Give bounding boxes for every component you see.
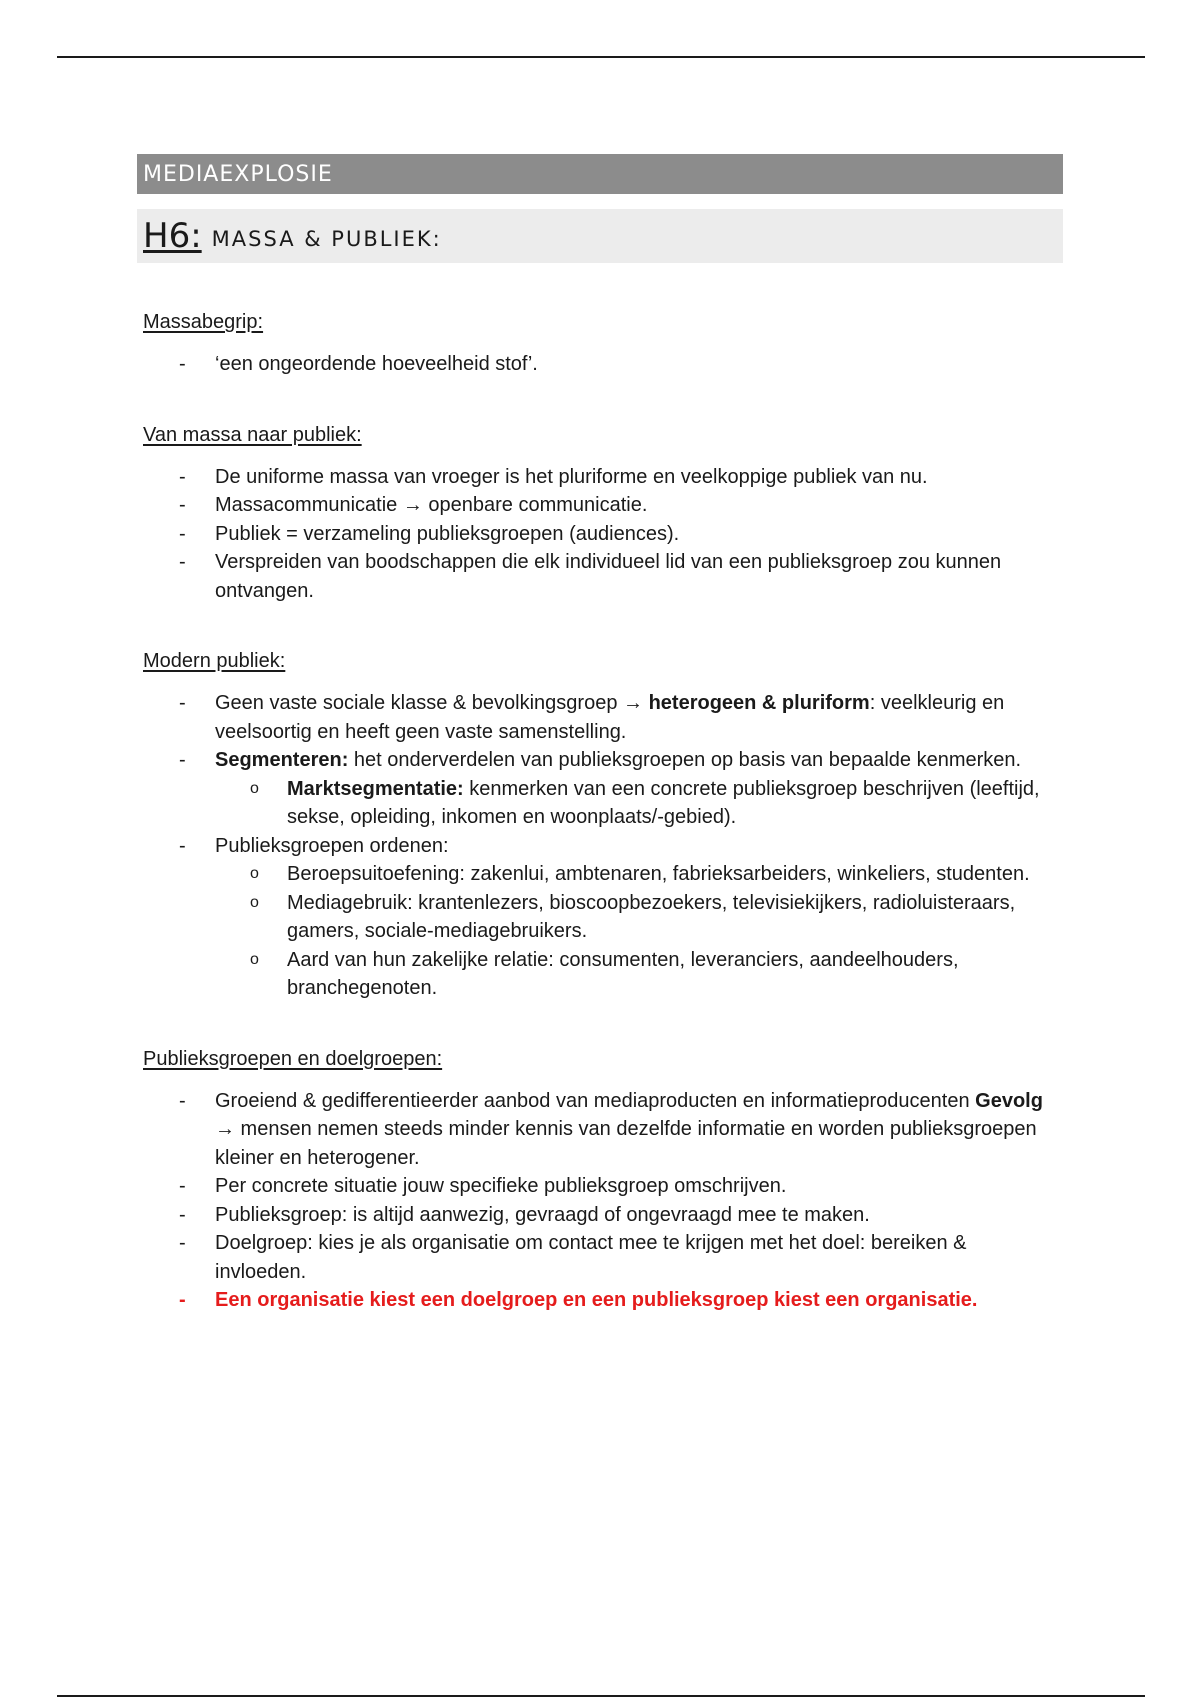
bold-term: Gevolg bbox=[975, 1089, 1043, 1112]
section-doelgroepen bbox=[137, 1048, 1063, 1315]
item-text: openbare communicatie. bbox=[422, 494, 648, 516]
bold-term: heterogeen & pluriform bbox=[643, 692, 870, 714]
list-item: - Verspreiden van boodschappen die elk individueel lid van een publieksgroep zou kunnen ontvangen. bbox=[137, 548, 1063, 605]
arrow-icon: → bbox=[402, 494, 423, 516]
bold-term: Marktsegmentatie: bbox=[287, 777, 464, 800]
list-item bbox=[137, 832, 1063, 1003]
list-item: - Doelgroep: kies je als organisatie om contact mee te krijgen met het doel: bereiken & invloeden. bbox=[137, 1229, 1063, 1286]
list-item: - Publieksgroep: is altijd aanwezig, gevraagd of ongevraagd mee te maken. bbox=[137, 1201, 1063, 1230]
bullet-list bbox=[137, 1087, 1063, 1315]
bullet-list bbox=[137, 689, 1063, 1003]
chapter-number: H6: bbox=[143, 216, 202, 256]
sub-list bbox=[215, 775, 1063, 832]
list-item: - Per concrete situatie jouw specifieke publieksgroep omschrijven. bbox=[137, 1172, 1063, 1201]
list-item bbox=[137, 746, 1063, 832]
banner-title: MEDIAEXPLOSIE bbox=[143, 161, 333, 187]
section-heading: Modern publiek: bbox=[143, 650, 286, 672]
arrow-icon: → bbox=[215, 1118, 235, 1140]
item-text: Groeiend & gedifferentieerder aanbod van mediaproducten en informatieproducenten bbox=[215, 1089, 976, 1112]
bullet-list bbox=[137, 463, 1063, 606]
chapter-header bbox=[137, 209, 1063, 263]
list-item: - ‘een ongeordende hoeveelheid stof’. bbox=[137, 350, 1063, 379]
sub-list-item bbox=[215, 775, 1063, 832]
section-van-massa bbox=[137, 424, 1063, 606]
list-item bbox=[137, 491, 1063, 520]
bold-term: Segmenteren: bbox=[215, 749, 349, 771]
chapter-title: MASSA & PUBLIEK: bbox=[211, 227, 442, 251]
sub-list-item: o Mediagebruik: krantenlezers, bioscoopbezoekers, televisiekijkers, radioluisteraars, gamers, sociale-mediagebruikers. bbox=[215, 889, 1063, 946]
list-item bbox=[137, 689, 1063, 746]
section-modern-publiek bbox=[137, 650, 1063, 1003]
sub-list bbox=[215, 860, 1063, 1003]
bottom-rule bbox=[57, 1695, 1145, 1697]
bullet-list bbox=[137, 350, 1063, 379]
item-text: kenmerken van een concrete publieksgroep beschrijven (leeftijd, sekse, opleiding, inkomen en woonplaats/-gebied). bbox=[287, 777, 1040, 828]
course-banner bbox=[137, 154, 1063, 194]
list-item: - Publiek = verzameling publieksgroepen (audiences). bbox=[137, 520, 1063, 549]
sub-list-item: o Beroepsuitoefening: zakenlui, ambtenaren, fabrieksarbeiders, winkeliers, studenten. bbox=[215, 860, 1063, 889]
list-item bbox=[137, 1087, 1063, 1173]
item-text: Geen vaste sociale klasse & bevolkingsgroep bbox=[215, 692, 624, 714]
section-massabegrip bbox=[137, 311, 1063, 379]
list-item: - De uniforme massa van vroeger is het pluriforme en veelkoppige publiek van nu. bbox=[137, 463, 1063, 492]
top-rule bbox=[57, 56, 1145, 58]
section-heading: Publieksgroepen en doelgroepen: bbox=[143, 1047, 443, 1070]
sub-list-item: o Aard van hun zakelijke relatie: consumenten, leveranciers, aandeelhouders, branchegenoten. bbox=[215, 946, 1063, 1003]
item-text: Massacommunicatie bbox=[215, 494, 403, 516]
arrow-icon: → bbox=[623, 692, 644, 714]
item-text: Publieksgroepen ordenen: bbox=[215, 834, 449, 857]
document-body bbox=[137, 154, 1063, 1315]
section-heading: Van massa naar publiek: bbox=[143, 423, 362, 446]
item-text: : veelkleurig en veelsoortig en heeft geen vaste samenstelling. bbox=[215, 692, 1005, 743]
highlight-list-item: - Een organisatie kiest een doelgroep en een publieksgroep kiest een organisatie. bbox=[137, 1286, 1063, 1315]
item-text: het onderverdelen van publieksgroepen op basis van bepaalde kenmerken. bbox=[348, 749, 1022, 771]
item-text: mensen nemen steeds minder kennis van dezelfde informatie en worden publieksgroepen kleiner en heterogener. bbox=[215, 1118, 1037, 1169]
section-heading: Massabegrip: bbox=[143, 311, 264, 333]
